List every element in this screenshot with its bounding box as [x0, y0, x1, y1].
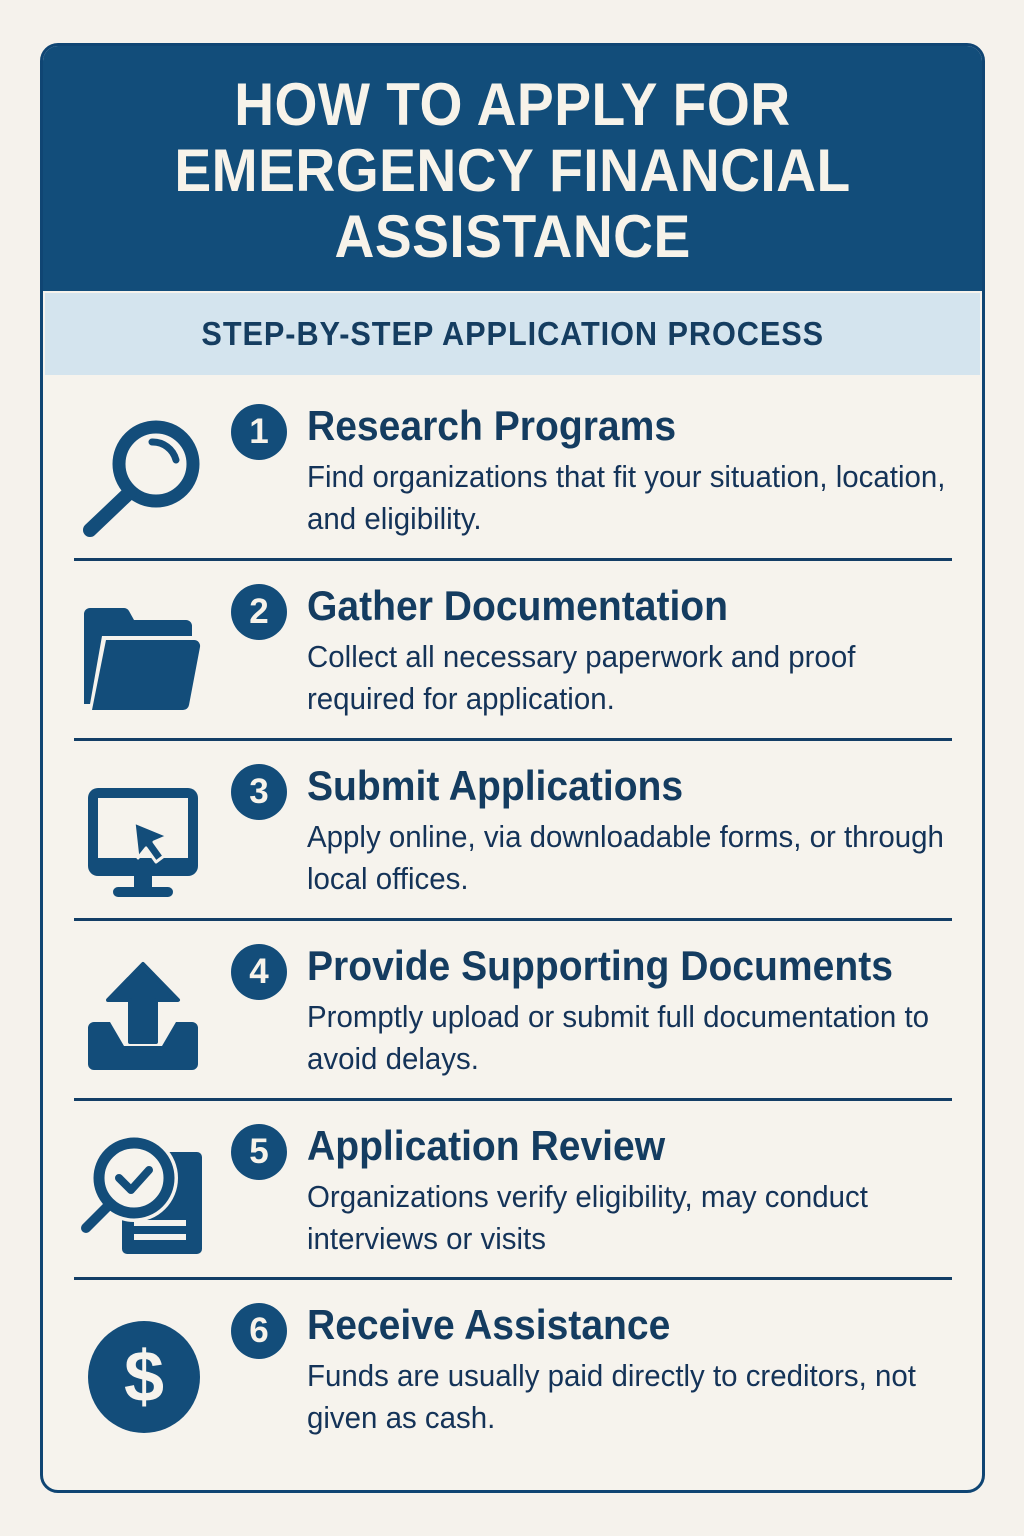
- page-title-line-1: HOW TO APPLY FOR: [234, 70, 791, 138]
- dollar-coin-icon: [78, 1309, 208, 1439]
- step-number-badge: 1: [231, 404, 287, 460]
- step-description: Organizations verify eligibility, may conduct interviews or visits: [307, 1179, 868, 1256]
- step-title: Application Review: [307, 1122, 666, 1169]
- step-description: Funds are usually paid directly to creditors, not given as cash.: [307, 1358, 916, 1435]
- page-title-line-3: ASSISTANCE: [334, 202, 691, 270]
- document-review-check-icon: [78, 1130, 208, 1260]
- step-2: [43, 562, 982, 742]
- subtitle-banner: [45, 293, 980, 375]
- step-5: [43, 1102, 982, 1282]
- step-number-badge: 5: [231, 1124, 287, 1180]
- magnifying-glass-icon: [78, 410, 208, 540]
- step-1: [43, 382, 982, 562]
- folder-icon: [78, 590, 208, 720]
- divider: [74, 558, 952, 561]
- svg-text:$: $: [123, 1337, 165, 1417]
- upload-tray-icon: [78, 950, 208, 1080]
- divider: [74, 1098, 952, 1101]
- infographic-card: [40, 43, 985, 1493]
- divider: [74, 918, 952, 921]
- step-title: Gather Documentation: [307, 582, 729, 629]
- step-title: Provide Supporting Documents: [307, 942, 893, 989]
- step-description: Find organizations that fit your situation, location, and eligibility.: [307, 459, 946, 536]
- step-3: [43, 742, 982, 922]
- step-number-badge: 4: [231, 944, 287, 1000]
- step-4: [43, 922, 982, 1102]
- page-title-line-2: EMERGENCY FINANCIAL: [174, 136, 851, 204]
- divider: [74, 738, 952, 741]
- step-number-badge: 3: [231, 764, 287, 820]
- step-description: Apply online, via downloadable forms, or through local offices.: [307, 819, 944, 896]
- step-number-badge: 6: [231, 1303, 287, 1359]
- step-title: Submit Applications: [307, 762, 684, 809]
- step-description: Promptly upload or submit full documentation to avoid delays.: [307, 999, 930, 1076]
- computer-cursor-icon: [78, 770, 208, 900]
- step-number-badge: 2: [231, 584, 287, 640]
- divider: [74, 1277, 952, 1280]
- step-title: Receive Assistance: [307, 1301, 671, 1348]
- header: [43, 46, 982, 291]
- step-title: Research Programs: [307, 402, 677, 449]
- subtitle: STEP-BY-STEP APPLICATION PROCESS: [201, 315, 824, 352]
- step-6: [43, 1281, 982, 1461]
- step-description: Collect all necessary paperwork and proof required for application.: [307, 639, 856, 716]
